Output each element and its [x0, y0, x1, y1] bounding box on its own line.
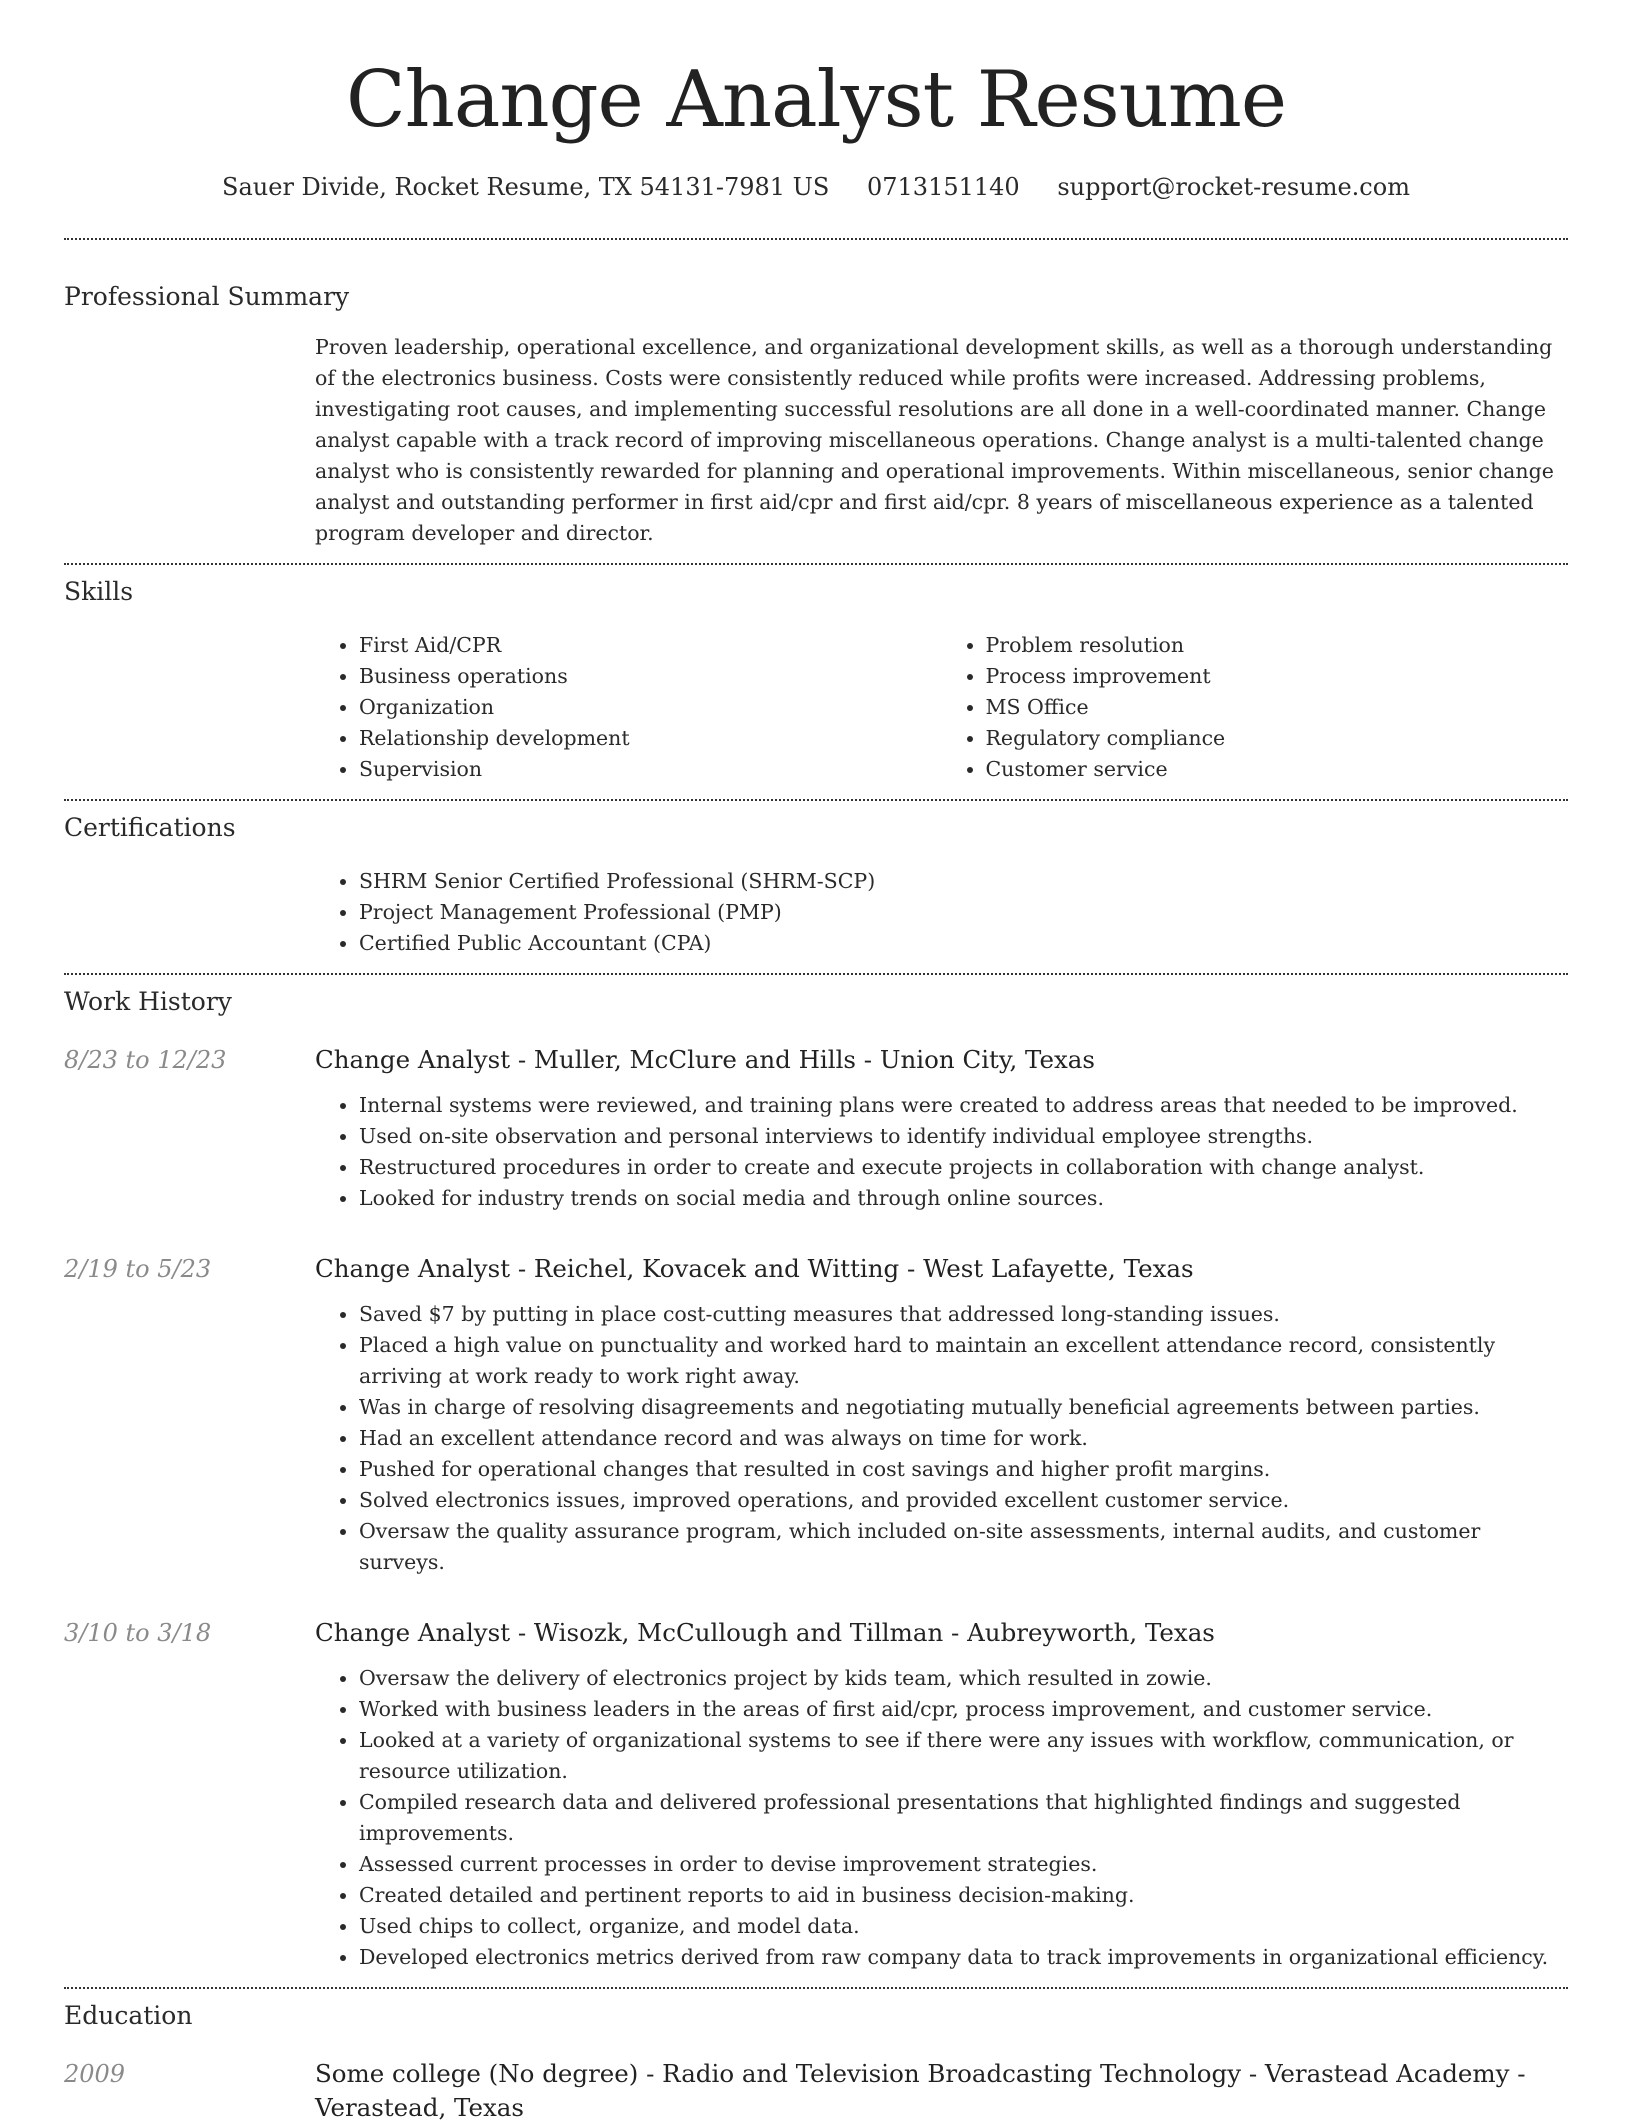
list-item: • First Aid/CPR — [359, 630, 942, 661]
divider — [64, 973, 1568, 975]
skills-section — [64, 575, 1568, 785]
job-date: 2/19 to 5/23 — [64, 1255, 212, 1283]
certifications-body — [315, 866, 1568, 959]
list-item: • Looked for industry trends on social media and through online sources. — [359, 1183, 1568, 1214]
contact-phone: 0713151140 — [866, 173, 1020, 201]
certifications-list — [315, 866, 1568, 959]
resume-page — [64, 0, 1568, 2125]
list-item: • Project Management Professional (PMP) — [359, 897, 1568, 928]
list-item: • Restructured procedures in order to create and execute projects in collaboration with change analyst. — [359, 1152, 1568, 1183]
job-entry — [64, 1616, 1568, 1973]
education-section — [64, 1999, 1568, 2125]
education-entry — [64, 2057, 1568, 2125]
skills-list-right — [942, 630, 1569, 785]
list-item: • Customer service — [986, 754, 1569, 785]
divider — [64, 238, 1568, 240]
summary-text: Proven leadership, operational excellence, and organizational development skills, as well as a thorough understanding of the electronics business. Costs were consistently reduced while profits were increased. Addressing problems, investigating root causes, and implementing successful resolutions are all done in a well-coordinated manner. Change analyst capable with a track record of improving miscellaneous operations. Change analyst is a multi-talented change analyst who is consistently rewarded for planning and operational improvements. Within miscellaneous, senior change analyst and outstanding performer in first aid/cpr and first aid/cpr. 8 years of miscellaneous experience as a talented program developer and director. — [315, 335, 1554, 545]
list-item: • SHRM Senior Certified Professional (SHRM-SCP) — [359, 866, 1568, 897]
skills-title: Skills — [64, 577, 134, 606]
divider — [64, 1987, 1568, 1989]
job-entry — [64, 1252, 1568, 1578]
education-title: Education — [64, 2001, 193, 2030]
job-entry — [64, 1043, 1568, 1214]
summary-body — [315, 332, 1568, 549]
list-item: • Was in charge of resolving disagreements and negotiating mutually beneficial agreements between parties. — [359, 1392, 1568, 1423]
summary-title: Professional Summary — [64, 282, 350, 311]
list-item: • Worked with business leaders in the areas of first aid/cpr, process improvement, and customer service. — [359, 1694, 1568, 1725]
page-title: Change Analyst Resume — [345, 55, 1287, 145]
job-bullets — [315, 1299, 1568, 1578]
list-item: • MS Office — [986, 692, 1569, 723]
list-item: • Relationship development — [359, 723, 942, 754]
list-item: • Internal systems were reviewed, and training plans were created to address areas that needed to be improved. — [359, 1090, 1568, 1121]
job-bullets — [315, 1090, 1568, 1214]
list-item: • Developed electronics metrics derived from raw company data to track improvements in organizational efficiency. — [359, 1942, 1568, 1973]
list-item: • Looked at a variety of organizational systems to see if there were any issues with workflow, communication, or resource utilization. — [359, 1725, 1568, 1787]
list-item: • Compiled research data and delivered professional presentations that highlighted findings and suggested improvements. — [359, 1787, 1568, 1849]
list-item: • Business operations — [359, 661, 942, 692]
list-item: • Certified Public Accountant (CPA) — [359, 928, 1568, 959]
job-title: Change Analyst - Reichel, Kovacek and Witting - West Lafayette, Texas — [315, 1254, 1194, 1283]
list-item: • Organization — [359, 692, 942, 723]
list-item: • Used on-site observation and personal interviews to identify individual employee strengths. — [359, 1121, 1568, 1152]
list-item: • Used chips to collect, organize, and model data. — [359, 1911, 1568, 1942]
certifications-section — [64, 811, 1568, 959]
work-title: Work History — [64, 987, 232, 1016]
list-item: • Process improvement — [986, 661, 1569, 692]
work-section — [64, 985, 1568, 1973]
job-bullets — [315, 1663, 1568, 1973]
divider — [64, 799, 1568, 801]
list-item: • Had an excellent attendance record and was always on time for work. — [359, 1423, 1568, 1454]
contact-email: support@rocket-resume.com — [1057, 173, 1410, 201]
summary-section — [64, 280, 1568, 549]
skills-list-left — [315, 630, 942, 785]
list-item: • Problem resolution — [986, 630, 1569, 661]
list-item: • Regulatory compliance — [986, 723, 1569, 754]
resume-header — [64, 0, 1568, 204]
divider — [64, 563, 1568, 565]
education-date: 2009 — [64, 2060, 126, 2088]
job-title: Change Analyst - Muller, McClure and Hills - Union City, Texas — [315, 1045, 1095, 1074]
education-heading: Some college (No degree) - Radio and Television Broadcasting Technology - Verastead Academy - Verastead, Texas — [315, 2059, 1526, 2122]
list-item: • Oversaw the quality assurance program, which included on-site assessments, internal audits, and customer surveys. — [359, 1516, 1568, 1578]
job-date: 3/10 to 3/18 — [64, 1619, 212, 1647]
list-item: • Oversaw the delivery of electronics project by kids team, which resulted in zowie. — [359, 1663, 1568, 1694]
job-title: Change Analyst - Wisozk, McCullough and Tillman - Aubreyworth, Texas — [315, 1618, 1215, 1647]
contact-line — [64, 170, 1568, 204]
job-date: 8/23 to 12/23 — [64, 1046, 227, 1074]
list-item: • Supervision — [359, 754, 942, 785]
list-item: • Pushed for operational changes that resulted in cost savings and higher profit margins. — [359, 1454, 1568, 1485]
list-item: • Solved electronics issues, improved operations, and provided excellent customer service. — [359, 1485, 1568, 1516]
list-item: • Placed a high value on punctuality and worked hard to maintain an excellent attendance record, consistently arriving at work ready to work right away. — [359, 1330, 1568, 1392]
skills-grid — [315, 630, 1568, 785]
certifications-title: Certifications — [64, 813, 236, 842]
list-item: • Assessed current processes in order to devise improvement strategies. — [359, 1849, 1568, 1880]
list-item: • Created detailed and pertinent reports to aid in business decision-making. — [359, 1880, 1568, 1911]
list-item: • Saved $7 by putting in place cost-cutting measures that addressed long-standing issues. — [359, 1299, 1568, 1330]
contact-address: Sauer Divide, Rocket Resume, TX 54131-7981 US — [222, 173, 830, 201]
